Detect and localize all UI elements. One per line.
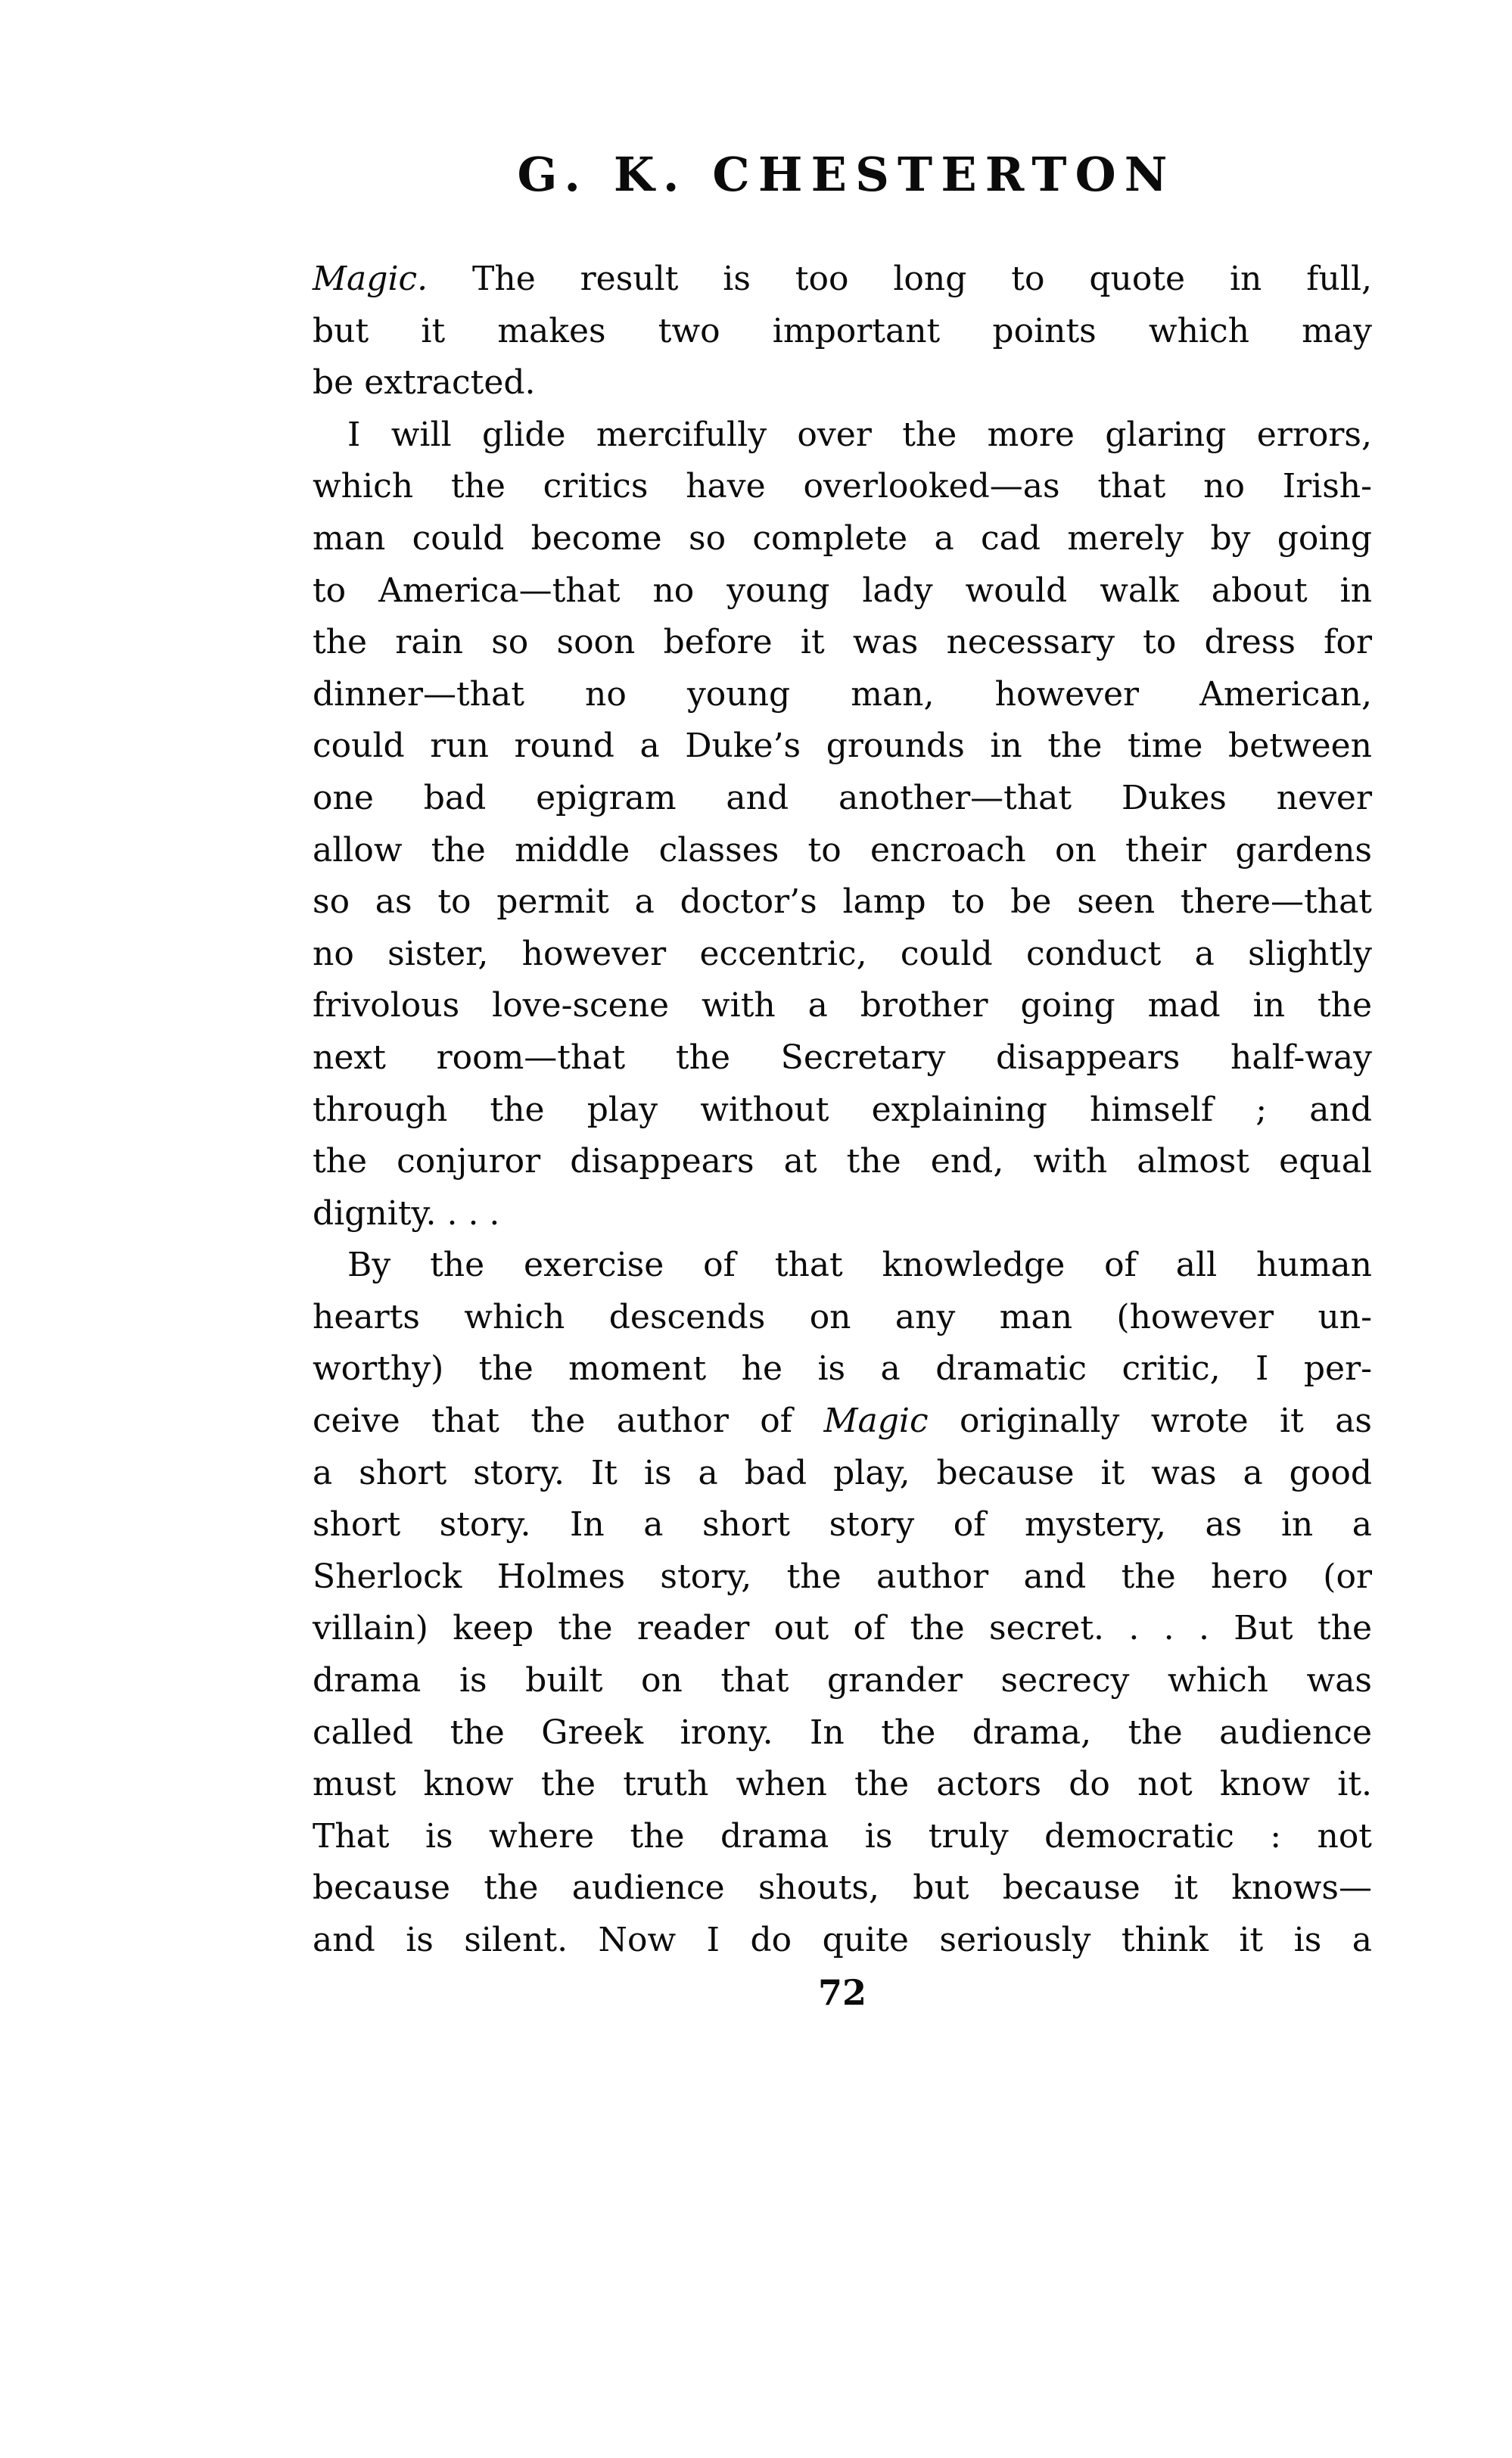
text-line <box>313 1811 1372 1863</box>
text-segment: so as to permit a doctor’s lamp to be seen there—that <box>313 882 1372 922</box>
text-segment: ceive that the author of <box>313 1402 824 1441</box>
text-line <box>313 980 1372 1032</box>
text-segment: villain) keep the reader out of the secret. . . . But the <box>313 1609 1372 1648</box>
text-segment: a short story. It is a bad play, because it was a good <box>313 1453 1372 1492</box>
text-line <box>313 1084 1372 1137</box>
text-segment: I will glide mercifully over the more glaring errors, <box>347 415 1372 454</box>
text-line <box>313 1395 1372 1448</box>
text-segment: be extracted. <box>313 363 536 403</box>
text-line <box>313 1551 1372 1604</box>
text-segment: and is silent. Now I do quite seriously think it is a <box>313 1921 1372 1959</box>
text-line <box>313 513 1372 565</box>
text-segment: drama is built on that grander secrecy which was <box>313 1661 1372 1700</box>
text-line <box>313 720 1372 773</box>
text-segment: but it makes two important points which may <box>313 311 1372 350</box>
text-line <box>313 1240 1372 1292</box>
italic-text-segment: Magic. <box>313 260 428 298</box>
text-line <box>313 1136 1372 1188</box>
text-line <box>313 254 1372 306</box>
text-segment: the rain so soon before it was necessary to dress for <box>313 623 1372 662</box>
text-segment: must know the truth when the actors do not know it. <box>313 1765 1372 1804</box>
text-line <box>313 1343 1372 1395</box>
text-segment: man could become so complete a cad merely by going <box>313 518 1372 558</box>
text-line <box>313 825 1372 877</box>
text-line <box>313 876 1372 929</box>
text-line <box>313 1915 1372 1967</box>
running-header: G. K. CHESTERTON <box>517 147 1176 202</box>
text-segment: The result is too long to quote in full, <box>428 260 1372 298</box>
text-segment: through the play without explaining himself ; and <box>313 1090 1372 1129</box>
text-segment: one bad epigram and another—that Dukes never <box>313 778 1372 817</box>
italic-text-segment: Magic <box>823 1402 929 1441</box>
text-segment: frivolous love-scene with a brother going mad in the <box>313 986 1372 1025</box>
text-line <box>313 929 1372 981</box>
text-line <box>313 565 1372 618</box>
text-line <box>313 461 1372 513</box>
text-segment: to America—that no young lady would walk about in <box>313 571 1372 610</box>
page-number: 72 <box>817 1972 866 2013</box>
text-line <box>313 1188 1372 1240</box>
text-segment: next room—that the Secretary disappears half-way <box>313 1038 1372 1077</box>
text-segment: could run round a Duke’s grounds in the time between <box>313 727 1372 766</box>
text-segment: the conjuror disappears at the end, with almost equal <box>313 1142 1372 1181</box>
text-segment: short story. In a short story of mystery, as in a <box>313 1505 1372 1545</box>
body-text <box>313 254 1372 1967</box>
text-line <box>313 1292 1372 1344</box>
text-segment: dinner—that no young man, however American, <box>313 674 1372 714</box>
text-line <box>313 357 1372 409</box>
text-line <box>313 773 1372 825</box>
text-segment: By the exercise of that knowledge of all human <box>347 1246 1372 1285</box>
text-segment: dignity. . . . <box>313 1193 500 1233</box>
text-segment: originally wrote it as <box>928 1402 1373 1441</box>
text-segment: That is where the drama is truly democratic : not <box>313 1816 1372 1856</box>
text-segment: allow the middle classes to encroach on their gardens <box>313 830 1372 870</box>
text-line <box>313 617 1372 669</box>
text-line <box>313 1862 1372 1915</box>
text-line <box>313 1759 1372 1811</box>
text-line <box>313 669 1372 721</box>
text-line <box>313 1707 1372 1759</box>
text-segment: no sister, however eccentric, could conduct a slightly <box>313 934 1372 973</box>
text-segment: Sherlock Holmes story, the author and the hero (or <box>313 1557 1372 1596</box>
text-segment: which the critics have overlooked—as that no Irish- <box>313 467 1372 506</box>
text-line <box>313 1032 1372 1084</box>
text-line <box>313 1499 1372 1551</box>
text-segment: because the audience shouts, but because it knows— <box>313 1868 1372 1908</box>
text-line <box>313 1448 1372 1500</box>
text-line <box>313 306 1372 358</box>
text-line <box>313 1603 1372 1655</box>
text-line <box>313 1655 1372 1707</box>
text-line <box>313 409 1372 462</box>
text-segment: worthy) the moment he is a dramatic critic, I per- <box>313 1349 1372 1389</box>
text-segment: called the Greek irony. In the drama, the audience <box>313 1713 1372 1752</box>
text-segment: hearts which descends on any man (however un- <box>313 1297 1372 1336</box>
